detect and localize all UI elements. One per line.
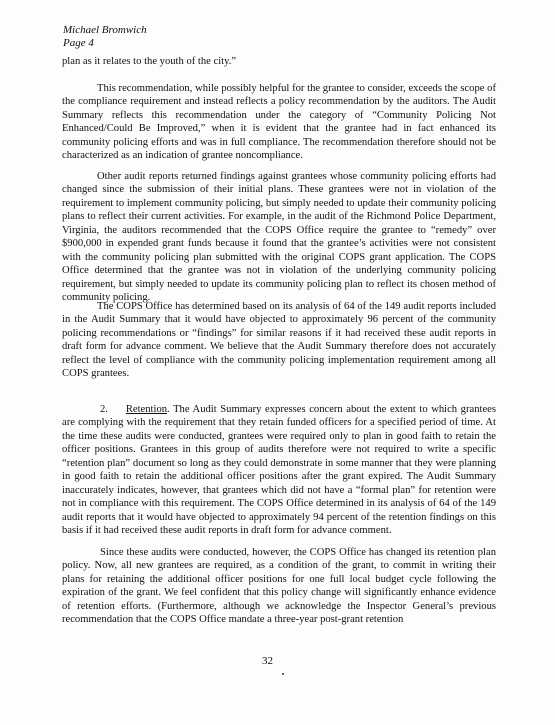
paragraph-cops-analysis: The COPS Office has determined based on its analysis of 64 of the 149 audit reports included in the Audit Summary that it would have objected to approximately 96 percent of the community policing recommendations or “findings” for similar reasons if it had received these audit reports in draft form for advance comment. We believe that the Audit Summary therefore does not accurately reflect the level of compliance with the community policing implementation requirement among all COPS grantees. xyxy=(62,301,496,380)
paragraph-retention xyxy=(62,403,496,538)
paragraph-other-audit-reports: Other audit reports returned findings against grantees whose community policing efforts had changed since the submission of their initial plans. These grantees were not in violation of the requirement to implement community policing, but simply needed to update their community policing plans to reflect their current activities. For example, in the audit of the Richmond Police Department, Virginia, the auditors recommended that the COPS Office require the grantee to “remedy” over $900,000 in expended grant funds because it found that the grantee’s activities were not consistent with the community policing plan submitted with the original COPS grant application. The COPS Office determined that the grantee was not in violation of the underlying community policing requirement, but simply needed to update its community policing plan to reflect its chosen method of community policing. xyxy=(62,171,496,304)
section-number: 2. xyxy=(100,404,108,415)
recipient-name: Michael Bromwich xyxy=(63,24,147,36)
section-heading-retention: Retention xyxy=(125,404,168,415)
paragraph-policy-recommendation: This recommendation, while possibly helpful for the grantee to consider, exceeds the scope of the compliance requirement and instead reflects a policy recommendation by the auditors. The Audit Summary reflects this recommendation under the category of “Community Policing Not Enhanced/Could Be Improved,” when it is evident that the grantee had in fact enhanced its community policing efforts and was in full compliance. The recommendation therefore should not be characterized as an indication of grantee noncompliance. xyxy=(62,83,496,162)
retention-body: . The Audit Summary expresses concern about the extent to which grantees are complying with the requirement that they retain funded officers for a specified period of time. At the time these audits were conducted, grantees were required only to plan in good faith to retain the officer positions. Grantees in this group of audits therefore were not required to write a specific “retention plan” document so long as they could demonstrate in some manner that they were planning in good faith to retain the additional officer positions after the grant expired. The Audit Summary inaccurately indicates, however, that grantees which did not have a “formal plan” for retention were not in compliance with this requirement. The COPS Office determined in its analysis of 64 of the 149 audit reports that it would have objected to approximately 94 percent of the retention findings on this basis if it had received these audit reports in draft form for advance comment. xyxy=(62,404,496,537)
scan-speck xyxy=(282,673,284,675)
page-number: 32 xyxy=(262,655,273,667)
continued-paragraph: plan as it relates to the youth of the city.” xyxy=(62,56,237,67)
page-label: Page 4 xyxy=(63,37,94,49)
paragraph-retention-policy: Since these audits were conducted, however, the COPS Office has changed its retention plan policy. Now, all new grantees are required, as a condition of the grant, to commit in writing their plans for retaining the additional officer positions for one full local budget cycle following the expiration of the grant. We feel confident that this policy change will significantly enhance evidence of retention efforts. (Furthermore, although we acknowledge the Inspector General’s previous recommendation that the COPS Office mandate a three-year post-grant retention xyxy=(62,547,496,626)
